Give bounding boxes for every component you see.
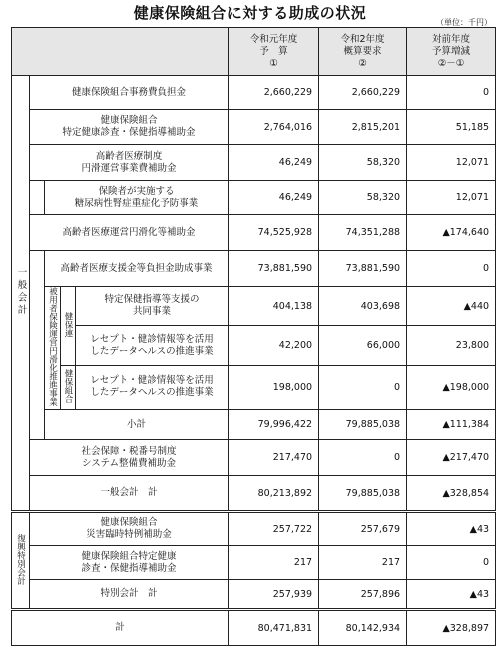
row-label: レセプト・健診情報等を活用 したデータヘルスの推進事業 xyxy=(76,326,229,365)
cell-v3: ▲217,470 xyxy=(407,440,496,476)
cell-v2: 79,885,038 xyxy=(319,410,407,440)
cell-v2: 217 xyxy=(319,546,407,580)
row-label: 高齢者医療制度 円滑運営事業費補助金 xyxy=(30,145,229,181)
row-label: 特定保健指導等支援の 共同事業 xyxy=(76,287,229,326)
table-row xyxy=(12,410,496,440)
table-row xyxy=(12,476,496,512)
header-blank xyxy=(12,28,229,76)
cell-v2: 0 xyxy=(319,440,407,476)
row-label: 高齢者医療運営円滑化等補助金 xyxy=(30,215,229,251)
cell-v1: 80,471,831 xyxy=(229,610,319,646)
unit-note: （単位：千円） xyxy=(436,18,492,27)
cell-v3: 51,185 xyxy=(407,110,496,145)
table-row xyxy=(12,110,496,145)
cell-v1: 73,881,590 xyxy=(229,251,319,287)
cell-v2: 79,885,038 xyxy=(319,476,407,512)
cell-v3: 0 xyxy=(407,76,496,110)
cell-v2: 2,815,201 xyxy=(319,110,407,145)
table-row xyxy=(12,181,496,215)
cell-v1: 79,996,422 xyxy=(229,410,319,440)
header-col3: 対前年度 予算増減 ②－① xyxy=(407,28,496,76)
cell-v3: ▲440 xyxy=(407,287,496,326)
group-enjo: 被用者保険運営円滑化推進事業 xyxy=(45,287,61,410)
group-kenpokumiai: 健保組合 xyxy=(61,365,76,409)
header-col2: 令和2年度 概算要求 ② xyxy=(319,28,407,76)
group-kenpo: 健保連 xyxy=(61,287,76,366)
cell-v1: 217,470 xyxy=(229,440,319,476)
indent-cell xyxy=(30,181,45,215)
cell-v2: 58,320 xyxy=(319,145,407,181)
cell-v3: ▲328,897 xyxy=(407,610,496,646)
row-label: レセプト・健診情報等を活用 したデータヘルスの推進事業 xyxy=(76,365,229,409)
table-row xyxy=(12,365,496,409)
header-row xyxy=(12,28,496,76)
cell-v3: 0 xyxy=(407,546,496,580)
cell-v1: 198,000 xyxy=(229,365,319,409)
cell-v2: 66,000 xyxy=(319,326,407,365)
row-label: 高齢者医療支援金等負担金助成事業 xyxy=(45,251,229,287)
table-row xyxy=(12,287,496,326)
cell-v3: 0 xyxy=(407,251,496,287)
cell-v1: 46,249 xyxy=(229,145,319,181)
cell-v3: 23,800 xyxy=(407,326,496,365)
cell-v3: 12,071 xyxy=(407,145,496,181)
cell-v3: ▲174,640 xyxy=(407,215,496,251)
cell-v2: 403,698 xyxy=(319,287,407,326)
row-label: 社会保障・税番号制度 システム整備費補助金 xyxy=(30,440,229,476)
cell-v3: ▲43 xyxy=(407,512,496,546)
cell-v1: 217 xyxy=(229,546,319,580)
cell-v3: ▲198,000 xyxy=(407,365,496,409)
cell-v1: 2,660,229 xyxy=(229,76,319,110)
cell-v1: 80,213,892 xyxy=(229,476,319,512)
cell-v1: 257,939 xyxy=(229,580,319,610)
row-label: 小計 xyxy=(45,410,229,440)
table-row xyxy=(12,512,496,546)
row-label: 保険者が実施する 糖尿病性腎症重症化予防事業 xyxy=(45,181,229,215)
cell-v3: 12,071 xyxy=(407,181,496,215)
row-label: 一般会計 計 xyxy=(30,476,229,512)
cell-v2: 257,679 xyxy=(319,512,407,546)
page-title: 健康保険組合に対する助成の状況 xyxy=(133,4,367,22)
cell-v1: 74,525,928 xyxy=(229,215,319,251)
header-col1: 令和元年度 予 算 ① xyxy=(229,28,319,76)
table-row xyxy=(12,326,496,365)
cell-v3: ▲111,384 xyxy=(407,410,496,440)
table-row xyxy=(12,610,496,646)
cell-v2: 0 xyxy=(319,365,407,409)
row-label: 特別会計 計 xyxy=(30,580,229,610)
cell-v1: 404,138 xyxy=(229,287,319,326)
row-label: 健康保険組合特定健康 診査・保健指導補助金 xyxy=(30,546,229,580)
group-special: 復興特別会計 xyxy=(12,512,30,610)
table-row xyxy=(12,580,496,610)
table-row xyxy=(12,251,496,287)
subsidy-table xyxy=(11,27,496,646)
cell-v1: 46,249 xyxy=(229,181,319,215)
cell-v2: 58,320 xyxy=(319,181,407,215)
table-row xyxy=(12,215,496,251)
table-row xyxy=(12,440,496,476)
table-row xyxy=(12,76,496,110)
row-label: 健康保険組合 特定健康診査・保健指導補助金 xyxy=(30,110,229,145)
cell-v2: 73,881,590 xyxy=(319,251,407,287)
cell-v2: 80,142,934 xyxy=(319,610,407,646)
row-label: 計 xyxy=(12,610,229,646)
cell-v2: 74,351,288 xyxy=(319,215,407,251)
row-label: 健康保険組合事務費負担金 xyxy=(30,76,229,110)
cell-v1: 257,722 xyxy=(229,512,319,546)
row-label: 健康保険組合 災害臨時特例補助金 xyxy=(30,512,229,546)
cell-v2: 257,896 xyxy=(319,580,407,610)
table-row xyxy=(12,546,496,580)
cell-v1: 2,764,016 xyxy=(229,110,319,145)
indent-cell xyxy=(30,251,45,440)
table-row xyxy=(12,145,496,181)
cell-v3: ▲43 xyxy=(407,580,496,610)
group-general: 一般会計 xyxy=(12,76,30,512)
cell-v3: ▲328,854 xyxy=(407,476,496,512)
cell-v2: 2,660,229 xyxy=(319,76,407,110)
cell-v1: 42,200 xyxy=(229,326,319,365)
